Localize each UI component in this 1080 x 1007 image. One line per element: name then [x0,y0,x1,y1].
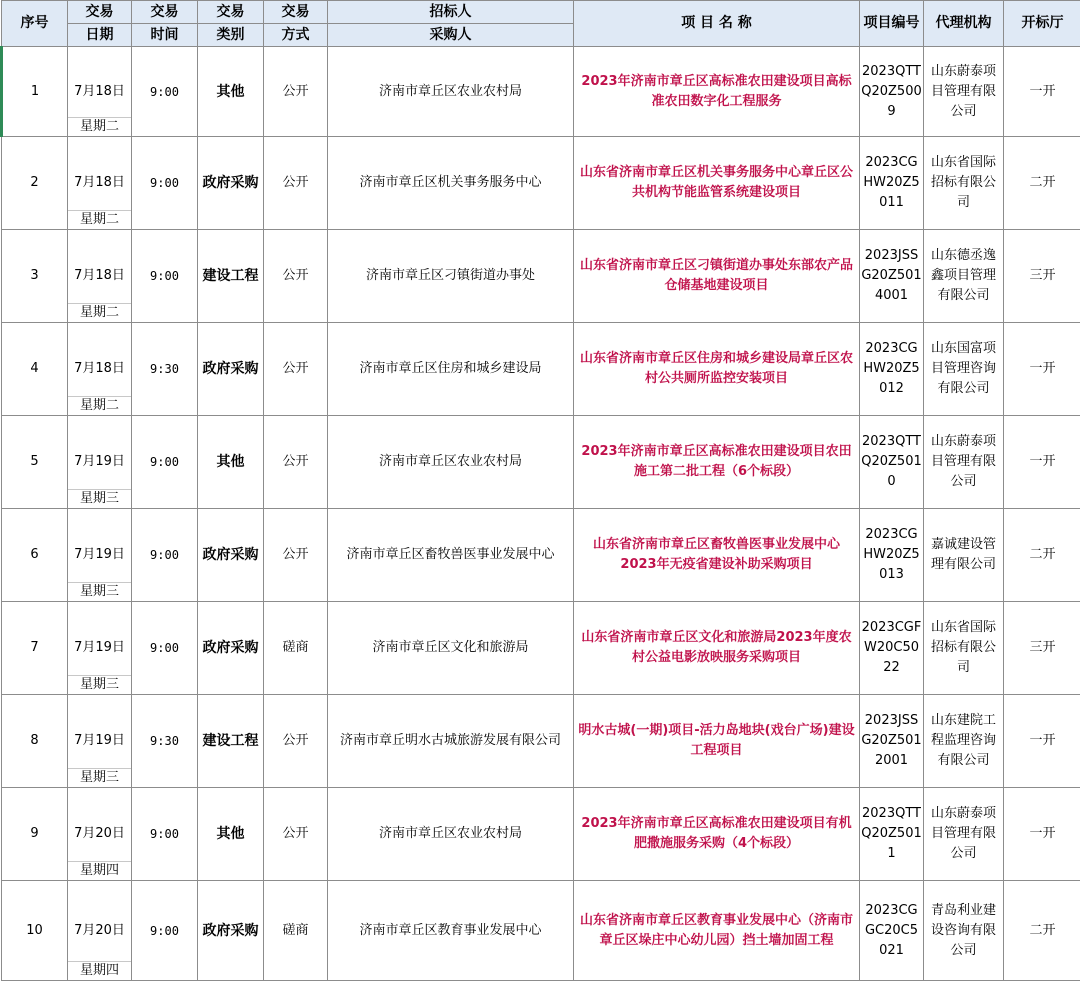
cell-hall: 一开 [1004,788,1080,881]
cell-buyer: 济南市章丘区教育事业发展中心 [328,881,574,981]
cell-time: 9:00 [132,47,198,137]
cell-category: 其他 [198,416,264,509]
table-row [2,509,1080,602]
cell-project: 山东省济南市章丘区文化和旅游局2023年度农村公益电影放映服务采购项目 [574,602,860,695]
cell-agent: 山东国富项目管理咨询有限公司 [924,323,1004,416]
cell-time: 9:30 [132,695,198,788]
cell-hall: 二开 [1004,509,1080,602]
cell-hall: 三开 [1004,230,1080,323]
cell-project: 明水古城(一期)项目-活力岛地块(戏台广场)建设工程项目 [574,695,860,788]
cell-seq: 7 [2,602,68,695]
trade-date: 7月18日 [74,175,125,190]
cell-time: 9:00 [132,230,198,323]
table-row [2,881,1080,981]
header-time: 交易 时间 [132,1,198,47]
cell-date [68,788,132,881]
cell-buyer: 济南市章丘区农业农村局 [328,416,574,509]
cell-method: 公开 [264,323,328,416]
cell-code: 2023QTTQ20Z5011 [860,788,924,881]
header-row [2,1,1080,47]
cell-buyer: 济南市章丘区文化和旅游局 [328,602,574,695]
cell-date [68,602,132,695]
cell-hall: 三开 [1004,602,1080,695]
cell-seq: 4 [2,323,68,416]
table-row [2,47,1080,137]
cell-project: 2023年济南市章丘区高标准农田建设项目有机肥撒施服务采购（4个标段） [574,788,860,881]
cell-category: 其他 [198,47,264,137]
table-row [2,137,1080,230]
cell-date [68,416,132,509]
weekday: 星期二 [68,396,131,415]
weekday: 星期三 [68,675,131,694]
cell-project: 山东省济南市章丘区刁镇街道办事处东部农产品仓储基地建设项目 [574,230,860,323]
header-buyer: 招标人 采购人 [328,1,574,47]
cell-agent: 山东蔚泰项目管理有限公司 [924,47,1004,137]
cell-agent: 山东蔚泰项目管理有限公司 [924,788,1004,881]
cell-date [68,47,132,137]
trade-date: 7月19日 [74,547,125,562]
weekday: 星期二 [68,303,131,322]
cell-project: 2023年济南市章丘区高标准农田建设项目高标准农田数字化工程服务 [574,47,860,137]
trade-date: 7月20日 [74,922,125,938]
cell-date [68,137,132,230]
cell-method: 公开 [264,695,328,788]
cell-project: 山东省济南市章丘区畜牧兽医事业发展中心2023年无疫省建设补助采购项目 [574,509,860,602]
table-row [2,230,1080,323]
cell-agent: 嘉诚建设管理有限公司 [924,509,1004,602]
cell-agent: 山东德丞逸鑫项目管理有限公司 [924,230,1004,323]
cell-category: 建设工程 [198,695,264,788]
header-agent: 代理机构 [924,1,1004,47]
cell-seq: 5 [2,416,68,509]
table-row [2,323,1080,416]
cell-hall: 二开 [1004,881,1080,981]
cell-hall: 一开 [1004,323,1080,416]
cell-time: 9:00 [132,509,198,602]
cell-date [68,509,132,602]
cell-buyer: 济南市章丘区机关事务服务中心 [328,137,574,230]
cell-seq: 10 [2,881,68,981]
trade-date: 7月19日 [74,640,125,655]
header-hall: 开标厅 [1004,1,1080,47]
cell-category: 政府采购 [198,323,264,416]
cell-date [68,881,132,981]
cell-agent: 山东省国际招标有限公司 [924,602,1004,695]
cell-buyer: 济南市章丘区农业农村局 [328,788,574,881]
trade-date: 7月18日 [74,361,125,376]
header-project: 项 目 名 称 [574,1,860,47]
header-date: 交易 日期 [68,1,132,47]
cell-category: 政府采购 [198,509,264,602]
trade-date: 7月20日 [74,826,125,841]
cell-method: 公开 [264,416,328,509]
cell-code: 2023CGGC20C5021 [860,881,924,981]
cell-hall: 二开 [1004,137,1080,230]
cell-buyer: 济南市章丘明水古城旅游发展有限公司 [328,695,574,788]
cell-agent: 山东蔚泰项目管理有限公司 [924,416,1004,509]
table-row [2,602,1080,695]
cell-code: 2023QTTQ20Z5009 [860,47,924,137]
header-method: 交易 方式 [264,1,328,47]
cell-date [68,230,132,323]
cell-method: 磋商 [264,881,328,981]
header-seq: 序号 [2,1,68,47]
cell-category: 政府采购 [198,881,264,981]
cell-code: 2023QTTQ20Z5010 [860,416,924,509]
cell-method: 公开 [264,47,328,137]
cell-agent: 山东建院工程监理咨询有限公司 [924,695,1004,788]
cell-time: 9:00 [132,416,198,509]
cell-code: 2023JSSG20Z5012001 [860,695,924,788]
cell-buyer: 济南市章丘区农业农村局 [328,47,574,137]
weekday: 星期二 [68,117,131,136]
cell-code: 2023JSSG20Z5014001 [860,230,924,323]
cell-code: 2023CGHW20Z5011 [860,137,924,230]
cell-category: 政府采购 [198,602,264,695]
cell-code: 2023CGHW20Z5013 [860,509,924,602]
cell-code: 2023CGFW20C5022 [860,602,924,695]
cell-seq: 3 [2,230,68,323]
cell-date [68,323,132,416]
cell-code: 2023CGHW20Z5012 [860,323,924,416]
cell-method: 公开 [264,788,328,881]
cell-time: 9:00 [132,788,198,881]
header-code: 项目编号 [860,1,924,47]
cell-hall: 一开 [1004,47,1080,137]
cell-method: 公开 [264,230,328,323]
trade-date: 7月18日 [74,83,125,99]
cell-seq: 8 [2,695,68,788]
cell-project: 山东省济南市章丘区住房和城乡建设局章丘区农村公共厕所监控安装项目 [574,323,860,416]
cell-agent: 山东省国际招标有限公司 [924,137,1004,230]
cell-seq: 9 [2,788,68,881]
trade-date: 7月18日 [74,268,125,283]
cell-project: 山东省济南市章丘区机关事务服务中心章丘区公共机构节能监管系统建设项目 [574,137,860,230]
cell-seq: 6 [2,509,68,602]
weekday: 星期三 [68,768,131,787]
weekday: 星期三 [68,489,131,508]
cell-buyer: 济南市章丘区刁镇街道办事处 [328,230,574,323]
cell-category: 建设工程 [198,230,264,323]
cell-method: 公开 [264,509,328,602]
table-row [2,788,1080,881]
cell-buyer: 济南市章丘区畜牧兽医事业发展中心 [328,509,574,602]
weekday: 星期四 [68,961,131,980]
cell-category: 其他 [198,788,264,881]
cell-seq: 1 [2,47,68,137]
cell-time: 9:00 [132,602,198,695]
cell-project: 2023年济南市章丘区高标准农田建设项目农田施工第二批工程（6个标段） [574,416,860,509]
cell-date [68,695,132,788]
header-category: 交易 类别 [198,1,264,47]
cell-buyer: 济南市章丘区住房和城乡建设局 [328,323,574,416]
cell-method: 公开 [264,137,328,230]
cell-hall: 一开 [1004,695,1080,788]
cell-agent: 青岛利业建设咨询有限公司 [924,881,1004,981]
trade-date: 7月19日 [74,454,125,469]
cell-time: 9:00 [132,881,198,981]
cell-project: 山东省济南市章丘区教育事业发展中心（济南市章丘区垛庄中心幼儿园）挡土墙加固工程 [574,881,860,981]
cell-method: 磋商 [264,602,328,695]
table-row [2,695,1080,788]
weekday: 星期三 [68,582,131,601]
cell-hall: 一开 [1004,416,1080,509]
cell-time: 9:30 [132,323,198,416]
table-row [2,416,1080,509]
trade-date: 7月19日 [74,733,125,748]
cell-time: 9:00 [132,137,198,230]
cell-seq: 2 [2,137,68,230]
weekday: 星期四 [68,861,131,880]
weekday: 星期二 [68,210,131,229]
cell-category: 政府采购 [198,137,264,230]
